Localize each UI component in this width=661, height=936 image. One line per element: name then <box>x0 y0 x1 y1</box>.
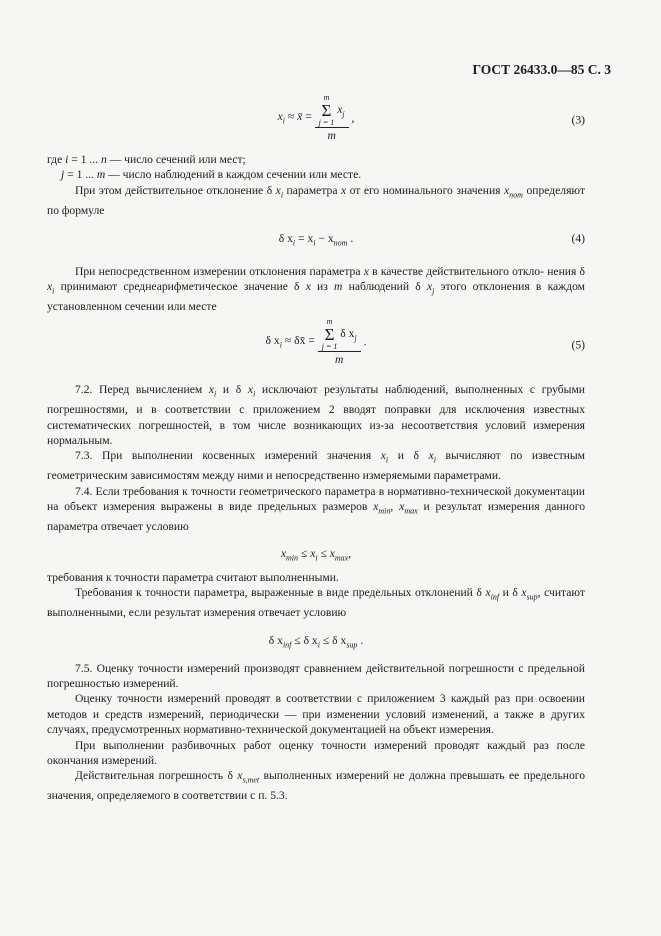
paragraph-7-5-assessment: Оценку точности измерений проводят в соответствии с приложением 3 каждый раз при освоении методов и средств измерений, периодически — при изменении условий изменений, а также в других случаях, предусмотренных нормативно-технической документацией на объект измерения. <box>47 692 585 737</box>
where-line-1: где i = 1 ... n — число сечений или мест; <box>47 153 246 166</box>
paragraph-7-4: 7.4. Если требования к точности геометрического параметра в нормативно-технической документации на объект измерения выражены в виде предельных размеров $x_{min}$, $x_{max}$ и результат измерения данного параметра отвечает условию <box>47 484 586 533</box>
inequality-deviations: δ $x_{inf} \le \delta$ $x_i \le \delta$ $x_{sup}$ . <box>268 633 364 649</box>
formula-number: (3) <box>571 113 585 127</box>
paragraph-direct-measurement: При непосредственном измерении отклонения параметра x в качестве действительного откло- нения δ $x_i$ принимают среднеарифметическое значение δ x из m наблюдений δ $x_j$ этого отклонения в каждом установленном сечении или месте <box>47 264 586 314</box>
paragraph-7-2: 7.2. Перед вычислением $x_i$ и δ $x_i$ исключают результаты наблюдений, выполненных с грубыми погрешностями, и в соответствии с приложением 2 вводят поправки для исключения известных систематических погрешностей, в том числе возникающих из-за несоответствия условий измерения нормальным. <box>47 383 585 447</box>
formula-3: $x_i$ ≈ x̄ = m Σ j = 1 $x_j$ m , (3) <box>277 93 585 142</box>
fraction: m Σ j = 1 $x_j$ m <box>315 94 349 143</box>
paragraph-7-4-deviations: Требования к точности параметра, выраженные в виде предельных отклонений δ $x_{inf}$ и δ $x_{sup}$, считают выполненными, если результат измерения отвечает условию <box>47 586 585 620</box>
page-header: ГОСТ 26433.0—85 С. 3 <box>472 62 611 77</box>
paragraph-7-5: 7.5. Оценку точности измерений производят сравнением действительной погрешности с предельной погрешностью измерений. <box>47 661 585 690</box>
sum-operator: m Σ j = 1 <box>318 93 335 127</box>
fraction: m Σ j = 1 δ $x_j$ m <box>318 318 361 367</box>
where-line-2: j = 1 ... m — число наблюдений в каждом сечении или месте. <box>61 168 362 182</box>
paragraph-actual-deviation: При этом действительное отклонение δ $x_i$ параметра x от его номинального значения $x_{nom}$ определяют по формуле <box>47 183 585 217</box>
document-body <box>47 86 585 804</box>
inequality-limits: $x_{min} \le x_i \le x_{max}$, <box>280 547 352 563</box>
paragraph-7-5-layout-works: При выполнении разбивочных работ оценку точности измерений проводят каждый раз после окончания измерений. <box>47 738 585 768</box>
paragraph-7-4-result: требования к точности параметра считают выполненными. <box>47 571 339 585</box>
paragraph-7-3: 7.3. При выполнении косвенных измерений значения $x_i$ и δ $x_i$ вычисляют по известным геометрическим зависимостям между ними и непосредственно измеряемыми параметрами. <box>47 449 585 483</box>
formula-4: δ $x_i = x_i - x_{nom}$ . (4) <box>47 228 585 250</box>
sum-operator: m Σ j = 1 <box>321 317 338 352</box>
formula-number: (5) <box>571 338 585 352</box>
paragraph-7-5-actual-error: Действительная погрешность δ $x_{s,met}$ выполненных измерений не должна превышать ее предельного значения, определяемого в соответствии с п. 5.3. <box>47 769 586 803</box>
formula-number: (4) <box>571 231 585 245</box>
formula-5: δ $x_i$ ≈ δx̄ = m Σ j = 1 δ $x_j$ m . (5) <box>265 317 585 367</box>
